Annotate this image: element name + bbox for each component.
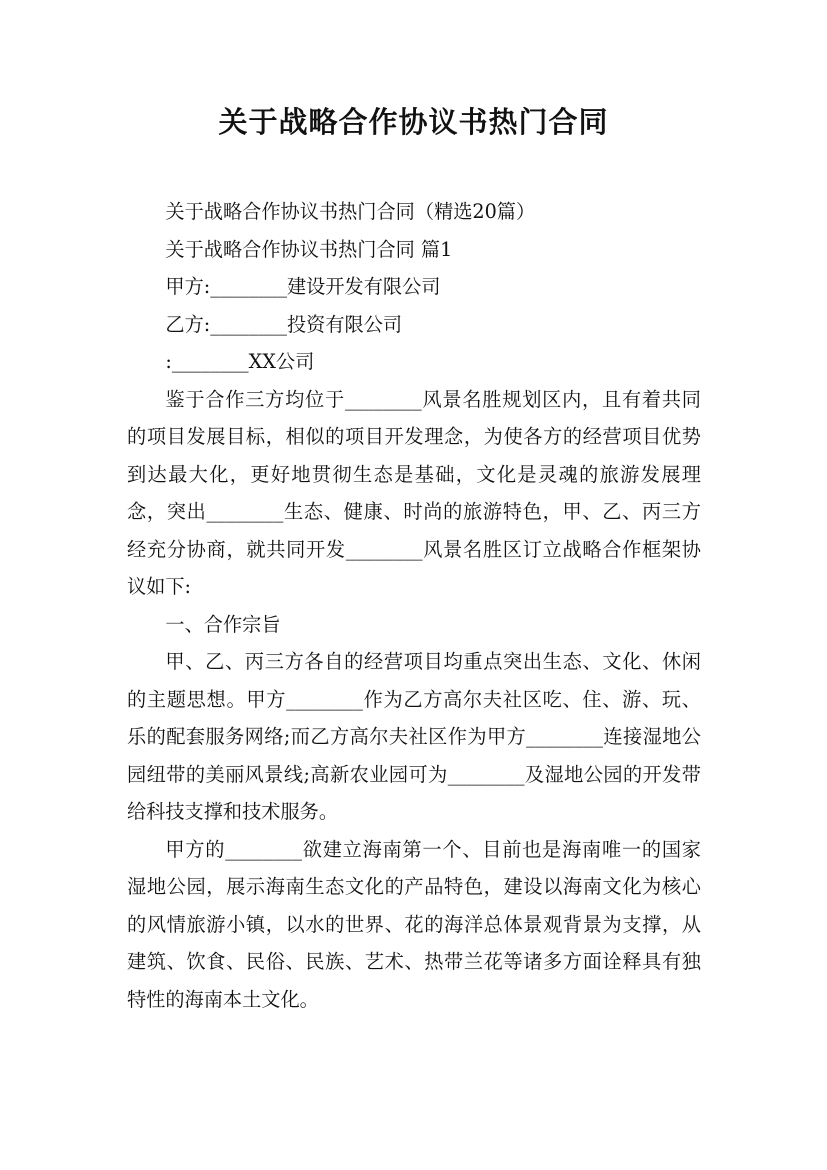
subtitle-paragraph: 关于战略合作协议书热门合同（精选20篇）	[165, 200, 536, 223]
clause-paragraph-2: 甲方的________欲建立海南第一个、目前也是海南唯一的国家湿地公园，展示海南生态文化的产品特色，建设以海南文化为核心的风情旅游小镇，以水的世界、花的海洋总体景观背景为支撑，从建筑、饮食、民俗、民族、艺术、热带兰花等诸多方面诠释具有独特性的海南本土文化。	[127, 837, 701, 1011]
clause-paragraph-1: 甲、乙、丙三方各自的经营项目均重点突出生态、文化、休闲的主题思想。甲方________作为乙方高尔夫社区吃、住、游、玩、乐的配套服务网络;而乙方高尔夫社区作为甲方________连接湿地公园纽带的美丽风景线;高新农业园可为________及湿地公园的开发带给科技支撑和技术服务。	[127, 650, 701, 823]
party-b-line: 乙方:________投资有限公司	[165, 312, 403, 336]
party-a-line: 甲方:________建设开发有限公司	[165, 275, 441, 298]
document-body	[127, 193, 701, 1018]
document-title: 关于战略合作协议书热门合同	[218, 105, 609, 139]
clause-heading: 一、合作宗旨	[165, 612, 281, 636]
section-heading: 关于战略合作协议书热门合同 篇1	[165, 237, 453, 261]
party-c-line: :________XX公司	[165, 350, 315, 373]
preamble-paragraph: 鉴于合作三方均位于________风景名胜规划区内，且有着共同的项目发展目标，相似的项目开发理念，为使各方的经营项目优势到达最大化，更好地贯彻生态是基础，文化是灵魂的旅游发展理念，突出________生态、健康、时尚的旅游特色，甲、乙、丙三方经充分协商，就共同开发________风景名胜区订立战略合作框架协议如下:	[127, 387, 701, 598]
